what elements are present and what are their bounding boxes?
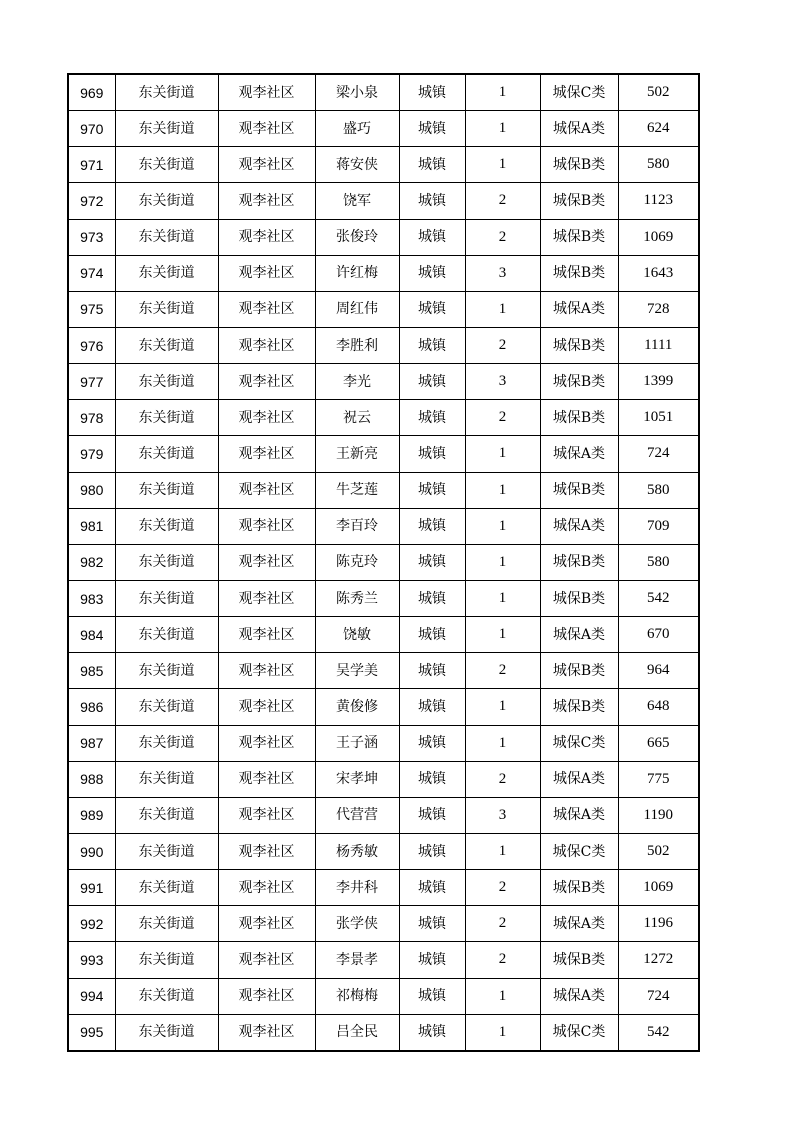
household-size-cell: 1 [465, 689, 540, 725]
street-cell: 东关街道 [115, 617, 218, 653]
residence-type-cell: 城镇 [399, 833, 465, 869]
row-number-cell: 984 [68, 617, 115, 653]
residence-type-cell: 城镇 [399, 74, 465, 111]
category-cell: 城保C类 [540, 725, 618, 761]
name-cell: 祝云 [315, 400, 399, 436]
table-row [68, 472, 699, 508]
name-cell: 盛巧 [315, 111, 399, 147]
residence-type-cell: 城镇 [399, 472, 465, 508]
street-cell: 东关街道 [115, 544, 218, 580]
amount-cell: 542 [618, 1014, 699, 1051]
name-cell: 张俊玲 [315, 219, 399, 255]
street-cell: 东关街道 [115, 580, 218, 616]
name-cell: 周红伟 [315, 291, 399, 327]
table-row [68, 725, 699, 761]
community-cell: 观李社区 [218, 761, 315, 797]
residence-type-cell: 城镇 [399, 147, 465, 183]
name-cell: 饶军 [315, 183, 399, 219]
name-cell: 许红梅 [315, 255, 399, 291]
amount-cell: 648 [618, 689, 699, 725]
household-size-cell: 2 [465, 906, 540, 942]
residence-type-cell: 城镇 [399, 508, 465, 544]
community-cell: 观李社区 [218, 653, 315, 689]
amount-cell: 502 [618, 74, 699, 111]
amount-cell: 580 [618, 147, 699, 183]
row-number-cell: 969 [68, 74, 115, 111]
table-row [68, 327, 699, 363]
residence-type-cell: 城镇 [399, 653, 465, 689]
table-row [68, 111, 699, 147]
amount-cell: 542 [618, 580, 699, 616]
street-cell: 东关街道 [115, 255, 218, 291]
amount-cell: 1196 [618, 906, 699, 942]
community-cell: 观李社区 [218, 111, 315, 147]
community-cell: 观李社区 [218, 833, 315, 869]
residence-type-cell: 城镇 [399, 400, 465, 436]
household-size-cell: 1 [465, 291, 540, 327]
residence-type-cell: 城镇 [399, 906, 465, 942]
table-row [68, 183, 699, 219]
residence-type-cell: 城镇 [399, 364, 465, 400]
category-cell: 城保B类 [540, 147, 618, 183]
community-cell: 观李社区 [218, 291, 315, 327]
category-cell: 城保B类 [540, 327, 618, 363]
table-row [68, 797, 699, 833]
row-number-cell: 975 [68, 291, 115, 327]
table-row [68, 219, 699, 255]
household-size-cell: 3 [465, 797, 540, 833]
name-cell: 王子涵 [315, 725, 399, 761]
row-number-cell: 994 [68, 978, 115, 1014]
household-size-cell: 2 [465, 327, 540, 363]
amount-cell: 1051 [618, 400, 699, 436]
community-cell: 观李社区 [218, 797, 315, 833]
row-number-cell: 986 [68, 689, 115, 725]
category-cell: 城保A类 [540, 797, 618, 833]
row-number-cell: 992 [68, 906, 115, 942]
table-row [68, 364, 699, 400]
row-number-cell: 981 [68, 508, 115, 544]
amount-cell: 624 [618, 111, 699, 147]
residence-type-cell: 城镇 [399, 183, 465, 219]
street-cell: 东关街道 [115, 797, 218, 833]
category-cell: 城保B类 [540, 255, 618, 291]
amount-cell: 728 [618, 291, 699, 327]
household-size-cell: 1 [465, 436, 540, 472]
table-row [68, 508, 699, 544]
name-cell: 张学侠 [315, 906, 399, 942]
table-row [68, 833, 699, 869]
street-cell: 东关街道 [115, 689, 218, 725]
category-cell: 城保C类 [540, 833, 618, 869]
community-cell: 观李社区 [218, 219, 315, 255]
category-cell: 城保C类 [540, 74, 618, 111]
category-cell: 城保A类 [540, 508, 618, 544]
amount-cell: 964 [618, 653, 699, 689]
amount-cell: 1123 [618, 183, 699, 219]
community-cell: 观李社区 [218, 617, 315, 653]
name-cell: 祁梅梅 [315, 978, 399, 1014]
household-size-cell: 2 [465, 653, 540, 689]
community-cell: 观李社区 [218, 436, 315, 472]
row-number-cell: 993 [68, 942, 115, 978]
household-size-cell: 3 [465, 255, 540, 291]
household-size-cell: 1 [465, 617, 540, 653]
street-cell: 东关街道 [115, 906, 218, 942]
household-size-cell: 3 [465, 364, 540, 400]
row-number-cell: 988 [68, 761, 115, 797]
category-cell: 城保A类 [540, 906, 618, 942]
household-size-cell: 1 [465, 111, 540, 147]
household-size-cell: 1 [465, 978, 540, 1014]
row-number-cell: 989 [68, 797, 115, 833]
community-cell: 观李社区 [218, 255, 315, 291]
name-cell: 陈秀兰 [315, 580, 399, 616]
community-cell: 观李社区 [218, 400, 315, 436]
street-cell: 东关街道 [115, 761, 218, 797]
category-cell: 城保B类 [540, 219, 618, 255]
table-row [68, 978, 699, 1014]
name-cell: 李景孝 [315, 942, 399, 978]
street-cell: 东关街道 [115, 219, 218, 255]
street-cell: 东关街道 [115, 833, 218, 869]
community-cell: 观李社区 [218, 942, 315, 978]
category-cell: 城保B类 [540, 364, 618, 400]
residence-type-cell: 城镇 [399, 544, 465, 580]
amount-cell: 580 [618, 472, 699, 508]
amount-cell: 709 [618, 508, 699, 544]
category-cell: 城保B类 [540, 400, 618, 436]
household-size-cell: 2 [465, 400, 540, 436]
table-row [68, 291, 699, 327]
table-row [68, 617, 699, 653]
community-cell: 观李社区 [218, 725, 315, 761]
community-cell: 观李社区 [218, 183, 315, 219]
table-row [68, 942, 699, 978]
community-cell: 观李社区 [218, 906, 315, 942]
name-cell: 李井科 [315, 870, 399, 906]
table-row [68, 1014, 699, 1051]
street-cell: 东关街道 [115, 327, 218, 363]
community-cell: 观李社区 [218, 147, 315, 183]
household-size-cell: 1 [465, 147, 540, 183]
street-cell: 东关街道 [115, 400, 218, 436]
name-cell: 吴学美 [315, 653, 399, 689]
residence-type-cell: 城镇 [399, 327, 465, 363]
category-cell: 城保B类 [540, 183, 618, 219]
household-size-cell: 1 [465, 833, 540, 869]
table-row [68, 74, 699, 111]
row-number-cell: 978 [68, 400, 115, 436]
amount-cell: 1272 [618, 942, 699, 978]
table-body [68, 74, 699, 1051]
assistance-roster-table [67, 73, 700, 1052]
residence-type-cell: 城镇 [399, 725, 465, 761]
table-row [68, 761, 699, 797]
table-row [68, 544, 699, 580]
community-cell: 观李社区 [218, 1014, 315, 1051]
name-cell: 李胜利 [315, 327, 399, 363]
community-cell: 观李社区 [218, 74, 315, 111]
name-cell: 宋孝坤 [315, 761, 399, 797]
name-cell: 饶敏 [315, 617, 399, 653]
household-size-cell: 2 [465, 183, 540, 219]
row-number-cell: 995 [68, 1014, 115, 1051]
table-row [68, 436, 699, 472]
name-cell: 黄俊修 [315, 689, 399, 725]
category-cell: 城保B类 [540, 472, 618, 508]
amount-cell: 1069 [618, 870, 699, 906]
category-cell: 城保B类 [540, 870, 618, 906]
amount-cell: 1190 [618, 797, 699, 833]
street-cell: 东关街道 [115, 291, 218, 327]
street-cell: 东关街道 [115, 74, 218, 111]
community-cell: 观李社区 [218, 472, 315, 508]
category-cell: 城保A类 [540, 291, 618, 327]
table-row [68, 653, 699, 689]
row-number-cell: 976 [68, 327, 115, 363]
amount-cell: 580 [618, 544, 699, 580]
residence-type-cell: 城镇 [399, 978, 465, 1014]
table-row [68, 255, 699, 291]
residence-type-cell: 城镇 [399, 761, 465, 797]
household-size-cell: 1 [465, 472, 540, 508]
name-cell: 杨秀敏 [315, 833, 399, 869]
category-cell: 城保A类 [540, 978, 618, 1014]
name-cell: 李百玲 [315, 508, 399, 544]
category-cell: 城保B类 [540, 689, 618, 725]
community-cell: 观李社区 [218, 364, 315, 400]
table-row [68, 147, 699, 183]
street-cell: 东关街道 [115, 725, 218, 761]
street-cell: 东关街道 [115, 436, 218, 472]
amount-cell: 1111 [618, 327, 699, 363]
residence-type-cell: 城镇 [399, 689, 465, 725]
community-cell: 观李社区 [218, 580, 315, 616]
row-number-cell: 970 [68, 111, 115, 147]
community-cell: 观李社区 [218, 689, 315, 725]
amount-cell: 665 [618, 725, 699, 761]
street-cell: 东关街道 [115, 508, 218, 544]
community-cell: 观李社区 [218, 508, 315, 544]
category-cell: 城保A类 [540, 436, 618, 472]
name-cell: 李光 [315, 364, 399, 400]
residence-type-cell: 城镇 [399, 797, 465, 833]
street-cell: 东关街道 [115, 653, 218, 689]
household-size-cell: 2 [465, 219, 540, 255]
table-row [68, 400, 699, 436]
residence-type-cell: 城镇 [399, 436, 465, 472]
amount-cell: 1643 [618, 255, 699, 291]
row-number-cell: 971 [68, 147, 115, 183]
table-row [68, 689, 699, 725]
row-number-cell: 980 [68, 472, 115, 508]
street-cell: 东关街道 [115, 111, 218, 147]
household-size-cell: 1 [465, 544, 540, 580]
amount-cell: 502 [618, 833, 699, 869]
row-number-cell: 974 [68, 255, 115, 291]
table-row [68, 906, 699, 942]
street-cell: 东关街道 [115, 870, 218, 906]
street-cell: 东关街道 [115, 183, 218, 219]
category-cell: 城保B类 [540, 942, 618, 978]
residence-type-cell: 城镇 [399, 942, 465, 978]
amount-cell: 724 [618, 978, 699, 1014]
street-cell: 东关街道 [115, 147, 218, 183]
category-cell: 城保A类 [540, 761, 618, 797]
category-cell: 城保C类 [540, 1014, 618, 1051]
amount-cell: 724 [618, 436, 699, 472]
residence-type-cell: 城镇 [399, 219, 465, 255]
household-size-cell: 1 [465, 508, 540, 544]
community-cell: 观李社区 [218, 870, 315, 906]
residence-type-cell: 城镇 [399, 291, 465, 327]
name-cell: 梁小泉 [315, 74, 399, 111]
street-cell: 东关街道 [115, 978, 218, 1014]
name-cell: 王新亮 [315, 436, 399, 472]
community-cell: 观李社区 [218, 544, 315, 580]
row-number-cell: 983 [68, 580, 115, 616]
name-cell: 牛芝莲 [315, 472, 399, 508]
amount-cell: 775 [618, 761, 699, 797]
name-cell: 代营营 [315, 797, 399, 833]
row-number-cell: 979 [68, 436, 115, 472]
amount-cell: 1069 [618, 219, 699, 255]
table-row [68, 580, 699, 616]
household-size-cell: 2 [465, 761, 540, 797]
amount-cell: 1399 [618, 364, 699, 400]
name-cell: 吕全民 [315, 1014, 399, 1051]
row-number-cell: 990 [68, 833, 115, 869]
row-number-cell: 985 [68, 653, 115, 689]
household-size-cell: 1 [465, 580, 540, 616]
row-number-cell: 982 [68, 544, 115, 580]
household-size-cell: 2 [465, 942, 540, 978]
category-cell: 城保B类 [540, 653, 618, 689]
street-cell: 东关街道 [115, 472, 218, 508]
name-cell: 蒋安侠 [315, 147, 399, 183]
category-cell: 城保A类 [540, 111, 618, 147]
household-size-cell: 2 [465, 870, 540, 906]
amount-cell: 670 [618, 617, 699, 653]
household-size-cell: 1 [465, 74, 540, 111]
category-cell: 城保B类 [540, 544, 618, 580]
row-number-cell: 973 [68, 219, 115, 255]
street-cell: 东关街道 [115, 942, 218, 978]
category-cell: 城保A类 [540, 617, 618, 653]
community-cell: 观李社区 [218, 978, 315, 1014]
community-cell: 观李社区 [218, 327, 315, 363]
residence-type-cell: 城镇 [399, 870, 465, 906]
row-number-cell: 972 [68, 183, 115, 219]
name-cell: 陈克玲 [315, 544, 399, 580]
category-cell: 城保B类 [540, 580, 618, 616]
row-number-cell: 977 [68, 364, 115, 400]
table-row [68, 870, 699, 906]
residence-type-cell: 城镇 [399, 1014, 465, 1051]
residence-type-cell: 城镇 [399, 111, 465, 147]
row-number-cell: 987 [68, 725, 115, 761]
residence-type-cell: 城镇 [399, 580, 465, 616]
street-cell: 东关街道 [115, 1014, 218, 1051]
street-cell: 东关街道 [115, 364, 218, 400]
residence-type-cell: 城镇 [399, 255, 465, 291]
row-number-cell: 991 [68, 870, 115, 906]
household-size-cell: 1 [465, 725, 540, 761]
household-size-cell: 1 [465, 1014, 540, 1051]
residence-type-cell: 城镇 [399, 617, 465, 653]
